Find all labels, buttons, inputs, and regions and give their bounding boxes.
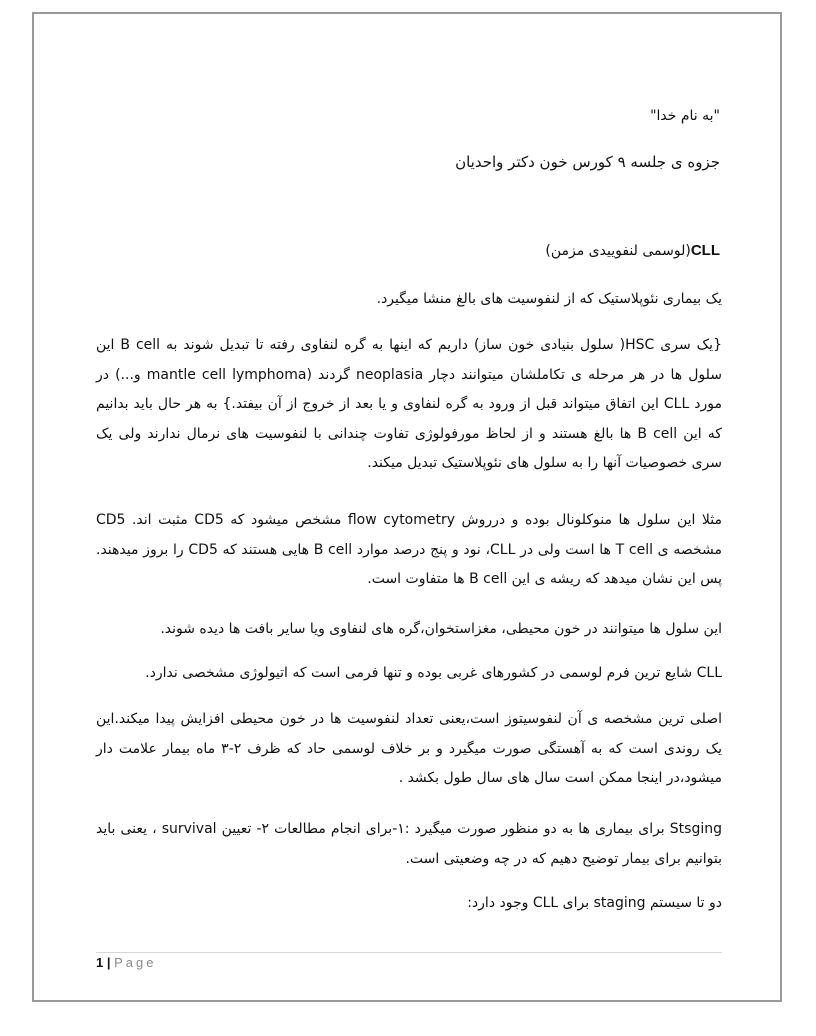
section-heading-abbrev: CLL bbox=[690, 242, 720, 259]
paragraph-lymphocytosis: اصلی ترین مشخصه ی آن لنفوسیتوز است،یعنی تعداد لنفوسیت ها در خون محیطی افزایش پیدا میکند.این یک روندی است که به آهستگی صورت میگیرد و بر خلاف لوسمی حاد که ظرف ۲-۳ ماه بیمار علامت دار میشود،در اینجا ممکن است سال های سال طول بکشد . bbox=[96, 711, 723, 786]
paragraph-epidemiology: CLL شایع ترین فرم لوسمی در کشورهای غربی بوده و تنها فرمی است که اتیولوژی مشخصی ندارد. bbox=[145, 665, 722, 681]
section-heading-title: (لوسمی لنفوییدی مزمن) bbox=[545, 243, 691, 259]
paragraph-cd5-marker: مثلا این سلول ها منوکلونال بوده و درروش flow cytometry مشخص میشود که CD5 مثبت اند. CD5 مشخصه ی T cell ها است ولی در CLL، نود و پنج درصد موارد B cell هایی هستند که CD5 را بروز میدهند. پس این نشان میدهد که ریشه ی این B cell ها متفاوت است. bbox=[96, 512, 723, 587]
paragraph-definition: یک بیماری نئوپلاستیک که از لنفوسیت های بالغ منشا میگیرد. bbox=[376, 291, 722, 307]
paragraph-locations: این سلول ها میتوانند در خون محیطی، مغزاستخوان،گره های لنفاوی ویا سایر بافت ها دیده شوند. bbox=[160, 621, 722, 637]
page-word: Page bbox=[114, 955, 157, 970]
basmala-line: "به نام خدا" bbox=[650, 108, 720, 124]
paragraph-staging-systems: دو تا سیستم staging برای CLL وجود دارد: bbox=[467, 895, 722, 911]
page-number: 1 bbox=[96, 955, 104, 970]
page-footer-label bbox=[96, 955, 157, 970]
page-footer bbox=[96, 952, 722, 970]
footer-separator: | bbox=[106, 955, 111, 970]
paragraph-staging-purpose: Stsging برای بیماری ها به دو منظور صورت میگیرد :۱-برای انجام مطالعات ۲- تعیین survival ، یعنی باید بتوانیم برای بیمار توضیح دهیم که در چه وضعیتی است. bbox=[96, 821, 722, 867]
document-subtitle: جزوه ی جلسه ۹ کورس خون دکتر واحدیان bbox=[455, 153, 720, 171]
section-heading bbox=[545, 242, 720, 259]
paragraph-pathogenesis: {یک سری HSC( سلول بنیادی خون ساز) داریم که اینها به گره لنفاوی رفته تا تبدیل شوند به B cell این سلول ها در هر مرحله ی تکاملشان میتوانند دچار neoplasia گردند (mantle cell lymphoma و...) در مورد CLL این اتفاق میتواند قبل از ورود به گره لنفاوی و یا بعد از خروج از آن بیفتد.} به هر حال باید بدانیم که این B cell ها بالغ هستند و از لحاظ مورفولوژی تفاوت چندانی با لنفوسیت های نرمال ندارند ولی یک سری خصوصیات آنها را به سلول های نئوپلاستیک تبدیل میکند. bbox=[96, 337, 722, 471]
